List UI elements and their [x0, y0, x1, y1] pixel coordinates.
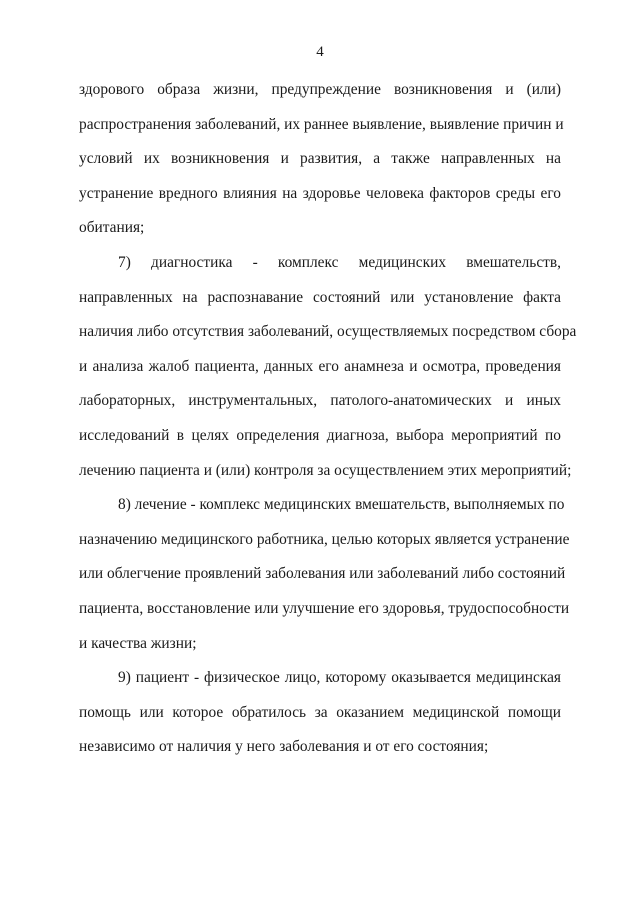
text-line: 8) лечение - комплекс медицинских вмешательств, выполняемых по [118, 496, 565, 514]
text-line: здорового образа жизни, предупреждение возникновения и (или) [79, 81, 561, 98]
text-line: назначению медицинского работника, целью которых является устранение [79, 530, 570, 548]
text-line: устранение вредного влияния на здоровье человека факторов среды его [79, 184, 561, 202]
text-line: и качества жизни; [79, 634, 197, 652]
text-line: лечению пациента и (или) контроля за осуществлением этих мероприятий; [79, 461, 572, 479]
text-line: помощь или которое обратилось за оказанием медицинской помощи [79, 703, 561, 721]
text-line: обитания; [79, 219, 145, 237]
text-line: и анализа жалоб пациента, данных его анамнеза и осмотра, проведения [79, 357, 561, 375]
paragraph-item-8 [79, 488, 570, 661]
text-line: 7) диагностика - комплекс медицинских вмешательств, [118, 253, 561, 271]
text-line: пациента, восстановление или улучшение его здоровья, трудоспособности [79, 599, 570, 617]
text-line: лабораторных, инструментальных, патолого-анатомических и иных [79, 392, 561, 410]
text-line: независимо от наличия у него заболевания и от его состояния; [79, 738, 489, 756]
text-line: исследований в целях определения диагноза, выбора мероприятий по [79, 426, 561, 444]
paragraph-item-9 [79, 661, 561, 765]
paragraph-item-7 [79, 246, 577, 488]
document-body [79, 73, 577, 765]
text-line: 9) пациент - физическое лицо, которому оказывается медицинская [118, 669, 561, 687]
text-line: наличия либо отсутствия заболеваний, осуществляемых посредством сбора [79, 323, 577, 341]
text-line: направленных на распознавание состояний или установление факта [79, 288, 561, 306]
page-number: 4 [316, 44, 324, 60]
text-line: условий их возникновения и развития, а также направленных на [79, 150, 561, 168]
paragraph-continuation [79, 73, 564, 246]
text-line: или облегчение проявлений заболевания или заболеваний либо состояний [79, 565, 566, 583]
text-line: распространения заболеваний, их раннее выявление, выявление причин и [79, 115, 564, 133]
